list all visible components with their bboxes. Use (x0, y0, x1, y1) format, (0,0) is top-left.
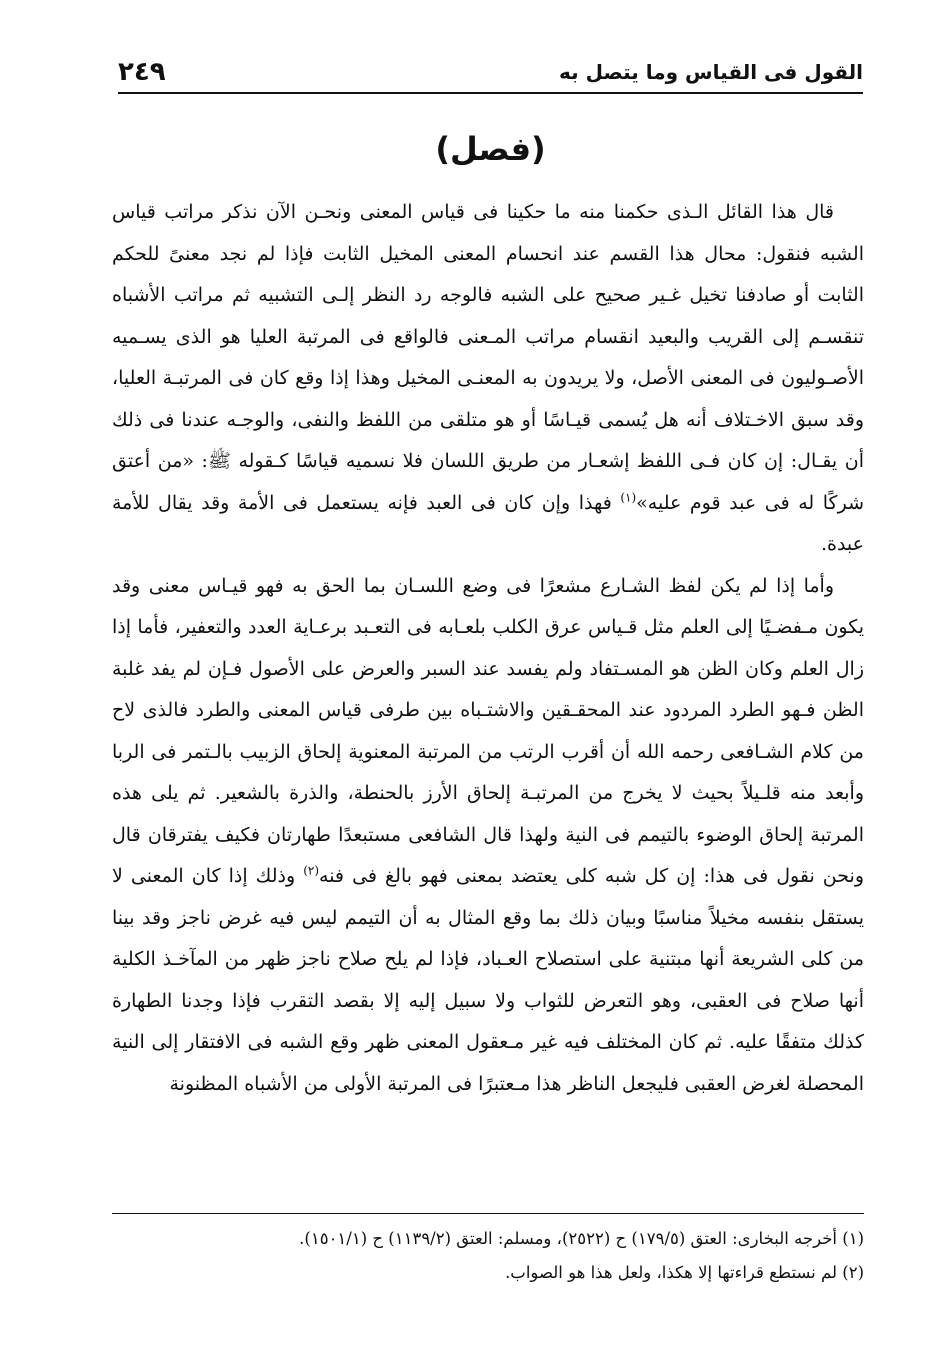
header-rule (118, 92, 863, 94)
main-text (112, 192, 864, 1105)
paragraph-text: وأما إذا لم يكن لفظ الشـارع مشعرًا فى وضع اللسـان بما الحق به فهو قيـاس معنى وقد يكون مـفضـيًا إلى العلم مثل قـياس عرق الكلب بلعـابه فى التعـبد برعـاية العدد والتعفير، فأما إذا زال العلم وكان الظن هو المسـتفاد ولم يفسد عند السبر والعرض على الأصول فـإن لم يفد غلبة الظن فـهو الطرد المردود عند المحقـقين والاشتـباه بين طرفى قياس المعنى والطرد فالذى لاح من كلام الشـافعى رحمه الله أن أقرب الرتب من المرتبة المعنوية إلحاق الزبيب بالـتمر فى الربا وأبعد منه قلـيلاً بحيث لا يخرج من المرتبـة إلحاق الأرز بالحنطة، والذرة بالشعير. ثم يلى هذه المرتبة إلحاق الوضوء بالتيمم فى النية ولهذا قال الشافعى مستبعدًا طهارتان فكيف يفترقان قال ونحن نقول فى هذا: إن كل شبه كلى يعتضد بمعنى فهو بالغ فى فنه (112, 574, 864, 887)
footnote-rule (112, 1213, 864, 1214)
footnote-reference[interactable]: (١) (620, 490, 637, 505)
paragraph (112, 192, 864, 566)
footnote: (١) أخرجه البخارى: العتق (١٧٩/٥) ح (٢٥٢٢)، ومسلم: العتق (١١٣٩/٢) ح (١٥٠١/١). (299, 1229, 864, 1248)
page-number: ٢٤٩ (118, 57, 166, 87)
running-header (118, 52, 863, 92)
paragraph (112, 566, 864, 1106)
paragraph-text: فهذا وإن كان فى العبد فإنه يستعمل فى الأمة وقد يقال للأمة عبدة. (112, 491, 864, 555)
section-title: (فصل) (435, 130, 546, 168)
footnotes (112, 1222, 864, 1290)
paragraph-text: وذلك إذا كان المعنى لا يستقل بنفسه مخيلاً مناسبًا وبيان ذلك بما وقع المثال به أن التيمم ليس فيه غرض ناجز وقد بينا من كلى الشريعة أنها مبتنية على استصلاح العـباد، فإذا لم يلح صلاح ناجز ظهر من المآخـذ الكلية أنها صلاح فى العقبى، وهو التعرض للثواب ولا سبيل إليه إلا بقصد التقرب فإذا وجدنا الطهارة كذلك متفقًا عليه. ثم كان المختلف فيه غير مـعقول المعنى ظهر وقع الشبه فى الافتقار إلى النية المحصلة لغرض العقبى فليجعل الناظر هذا مـعتبرًا فى المرتبة الأولى من الأشباه المظنونة (112, 865, 864, 1095)
footnote-reference[interactable]: (٢) (303, 863, 320, 878)
running-title: القول فى القياس وما يتصل به (558, 60, 863, 84)
paragraph-text: قال هذا القائل الـذى حكمنا منه ما حكينا فى قياس المعنى ونحـن الآن نذكر مراتب قياس الشبه فنقول: محال هذا القسم عند انحسام المعنى المخيل الثابت فإذا لم نجد معنىً للحكم الثابت أو صادفنا تخيل غـير صحيح على الشبه فالوجه رد النظر إلـى التشبيه ثم مراتب الأشباه تنقسـم إلى القريب والبعيد انقسام مراتب المـعنى فالواقع فى المرتبة العليا هو الذى يسـميه الأصـوليون فى المعنى الأصل، ولا يريدون به المعنـى المخيل وهذا إذا وقع كان فى المرتبـة العليا، وقد سبق الاخـتلاف أنه هل يُسمى قيـاسًا أو هو متلقى من اللفظ والنفى، والوجـه عندنا فى ذلك أن يقـال: إن كان فـى اللفظ إشعـار من طريق اللسان فلا نسميه قياسًا كـقوله ﷺ: «من أعتق شركًا له فى عبد قوم عليه» (112, 201, 864, 514)
footnote: (٢) لم نستطع قراءتها إلا هكذا، ولعل هذا هو الصواب. (505, 1263, 864, 1282)
